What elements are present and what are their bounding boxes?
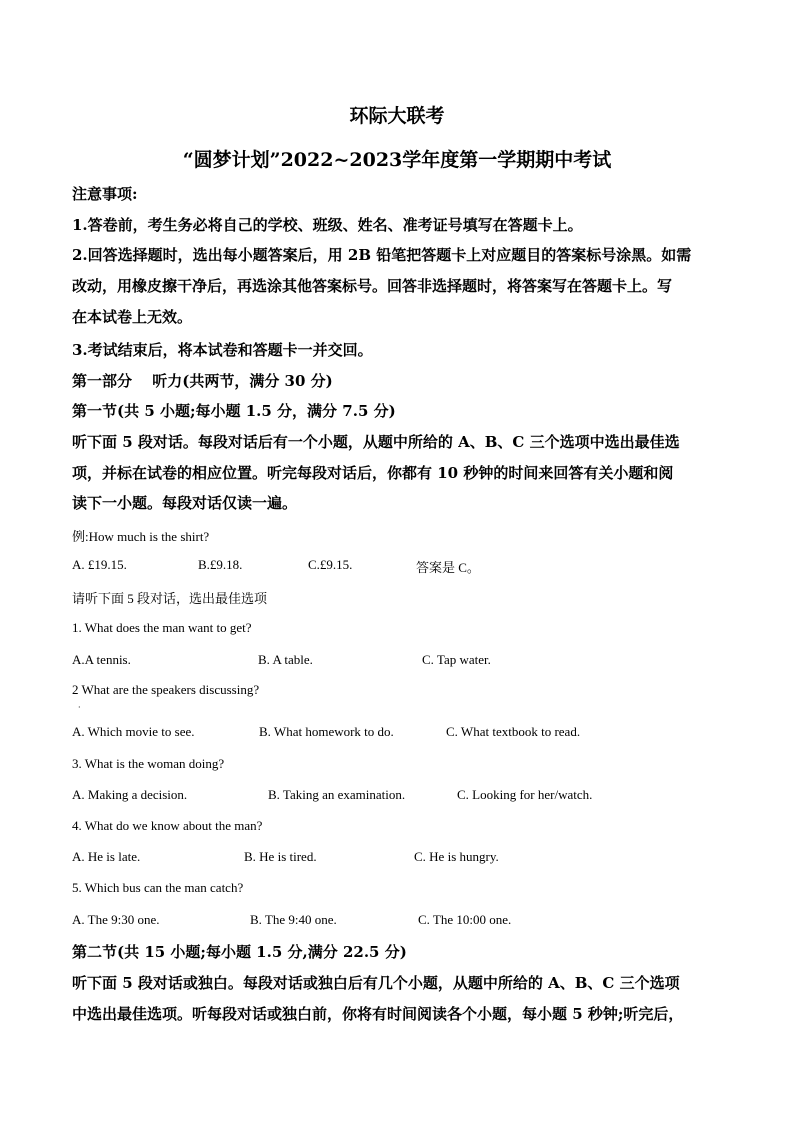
question-4-option-a: A. He is late. [72, 849, 141, 864]
question-5-option-a: A. The 9:30 one. [72, 912, 160, 927]
question-4: 4. What do we know about the man? [72, 818, 263, 833]
note-item-2-line-2: 改动，用橡皮擦干净后，再选涂其他答案标号。回答非选择题时，将答案写在答题卡上。写 [72, 277, 673, 295]
example-question: 例:How much is the shirt? [72, 529, 210, 544]
notes-heading: 注意事项: [72, 185, 138, 203]
section1-instruction-line-2: 项，并标在试卷的相应位置。听完每段对话后，你都有 10 秒钟的时间来回答有关小题和阅 [72, 464, 674, 482]
note-item-2-line-1: 2.回答选择题时，选出每小题答案后，用 2B 铅笔把答题卡上对应题目的答案标号涂黑。如需 [72, 246, 692, 264]
section1-instruction-line-1: 听下面 5 段对话。每段对话后有一个小题，从题中所给的 A、B、C 三个选项中选出最佳选 [72, 433, 680, 451]
question-2: 2 What are the speakers discussing? [72, 682, 260, 697]
exam-title: 环际大联考 [349, 105, 445, 127]
question-1: 1. What does the man want to get? [72, 620, 252, 635]
question-1-option-a: A.A tennis. [72, 652, 131, 667]
question-5-option-b: B. The 9:40 one. [250, 912, 337, 927]
question-3-option-c: C. Looking for her/watch. [457, 787, 593, 802]
question-3-option-b: B. Taking an examination. [268, 787, 406, 802]
question-4-option-c: C. He is hungry. [414, 849, 499, 864]
example-option-a: A. £19.15. [72, 557, 127, 572]
question-5: 5. Which bus can the man catch? [72, 880, 244, 895]
note-item-2-line-3: 在本试卷上无效。 [72, 308, 193, 326]
section2-heading: 第二节(共 15 小题;每小题 1.5 分,满分 22.5 分) [72, 943, 407, 961]
section1-heading: 第一节(共 5 小题;每小题 1.5 分，满分 7.5 分) [72, 402, 396, 420]
section2-instruction-line-2: 中选出最佳选项。听每段对话或独白前，你将有时间阅读各个小题，每小题 5 秒钟;听完后， [72, 1005, 684, 1023]
question-2-option-a: A. Which movie to see. [72, 724, 195, 739]
question-2-option-c: C. What textbook to read. [446, 724, 581, 739]
note-item-1: 1.答卷前，考生务必将自己的学校、班级、姓名、准考证号填写在答题卡上。 [72, 216, 583, 234]
question-3: 3. What is the woman doing? [72, 756, 225, 771]
exam-subtitle: “圆梦计划”2022~2023学年度第一学期期中考试 [182, 149, 612, 171]
question-3-option-a: A. Making a decision. [72, 787, 188, 802]
stray-dot-mark: · [78, 703, 81, 712]
question-5-option-c: C. The 10:00 one. [418, 912, 512, 927]
question-4-option-b: B. He is tired. [244, 849, 317, 864]
section2-instruction-line-1: 听下面 5 段对话或独白。每段对话或独白后有几个小题，从题中所给的 A、B、C 三个选项 [72, 974, 680, 992]
example-answer: 答案是 C。 [416, 560, 480, 575]
example-option-b: B.£9.18. [198, 557, 243, 572]
example-option-c: C.£9.15. [308, 557, 353, 572]
part1-heading: 第一部分 听力(共两节，满分 30 分) [72, 372, 333, 390]
question-2-option-b: B. What homework to do. [259, 724, 394, 739]
question-1-option-c: C. Tap water. [422, 652, 491, 667]
question-1-option-b: B. A table. [258, 652, 313, 667]
note-item-3: 3.考试结束后，将本试卷和答题卡一并交回。 [72, 341, 373, 359]
section1-instruction-line-3: 读下一小题。每段对话仅读一遍。 [72, 494, 298, 512]
listen-prompt: 请听下面 5 段对话，选出最佳选项 [72, 591, 268, 606]
